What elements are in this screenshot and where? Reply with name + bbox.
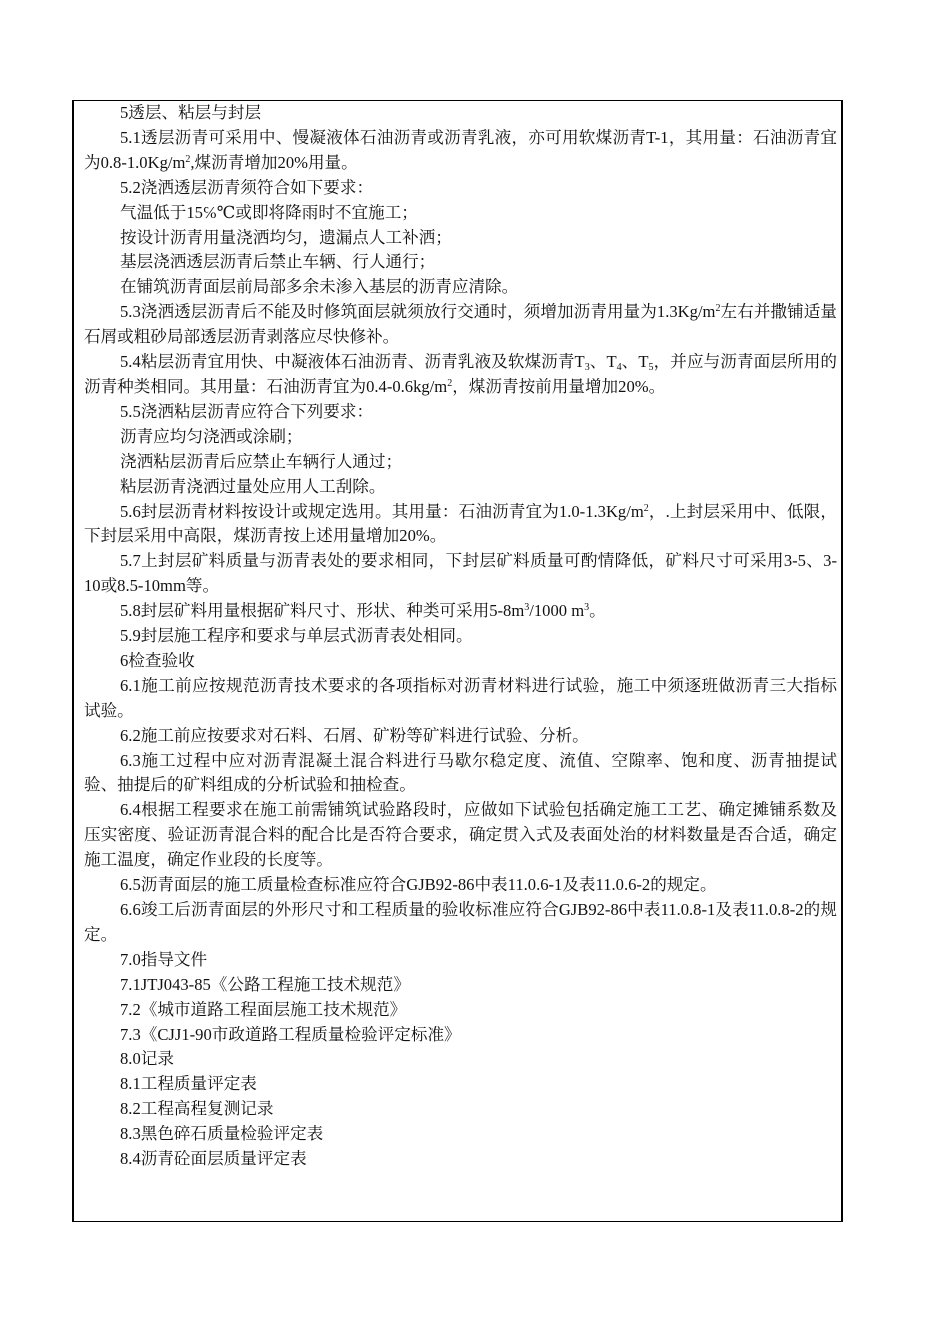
reference-item: 7.3《CJJ1-90市政道路工程质量检验评定标准》	[120, 1024, 461, 1044]
paragraph-5-4: 5.4粘层沥青宜用快、中凝液体石油沥青、沥青乳液及软煤沥青$T_3$、$T_4$、$T_5$，并应与沥青面层所用的沥青种类相同。其用量：石油沥青宜为$0.4-0.6kg/m^2$，煤沥青按前用量增加20%。	[84, 352, 837, 396]
section-8-heading: 8.0记录	[120, 1049, 174, 1069]
paragraph-5-3: 5.3浇洒透层沥青后不能及时修筑面层就须放行交通时，须增加沥青用量为$1.3Kg/m^2$左右并撒铺适量石屑或粗砂局部透层沥青剥落应尽快修补。	[84, 302, 838, 347]
paragraph-5-2: 5.2浇洒透层沥青须符合如下要求：	[120, 177, 374, 197]
paragraph-6-3: 6.3施工过程中应对沥青混凝土混合料进行马歇尔稳定度、流值、空隙率、饱和度、沥青抽提试验、抽提后的矿料组成的分析试验和抽检查。	[84, 750, 837, 795]
reference-item: 7.1JTJ043-85《公路工程施工技术规范》	[120, 974, 410, 994]
paragraph-6-2: 6.2施工前应按要求对石料、石屑、矿粉等矿料进行试验、分析。	[120, 725, 589, 745]
paragraph-5-9: 5.9封层施工程序和要求与单层式沥青表处相同。	[120, 626, 473, 646]
paragraph-6-6: 6.6竣工后沥青面层的外形尺寸和工程质量的验收标准应符合GJB92-86中表11.0.8-1及表11.0.8-2的规定。	[84, 900, 837, 944]
section-6-heading: 6检查验收	[120, 650, 195, 670]
section-7-heading: 7.0指导文件	[120, 949, 208, 969]
paragraph-5-8: 5.8封层矿料用量根据矿料尺寸、形状、种类可采用$5-8m^3/1000$ $m^3$。	[120, 601, 606, 621]
section-5-heading: 5透层、粘层与封层	[120, 103, 262, 122]
paragraph-6-4: 6.4根据工程要求在施工前需铺筑试验路段时，应做如下试验包括确定施工工艺、确定摊铺系数及压实密度、验证沥青混合料的配合比是否符合要求，确定贯入式及表面处治的材料数量是否合适，确定施工温度，确定作业段的长度等。	[84, 800, 837, 870]
list-item: 沥青应均匀浇洒或涂刷；	[120, 426, 303, 446]
list-item: 按设计沥青用量浇洒均匀，遗漏点人工补洒；	[120, 227, 452, 247]
paragraph-5-6: 5.6封层沥青材料按设计或规定选用。其用量：石油沥青宜为$1.0-1.3Kg/m^2$，.上封层采用中、低限，下封层采用中高限，煤沥青按上述用量增加20%。	[84, 501, 837, 546]
list-item: 基层浇洒透层沥青后禁止车辆、行人通行；	[120, 252, 436, 272]
list-item: 在铺筑沥青面层前局部多余未渗入基层的沥青应清除。	[120, 277, 519, 297]
list-item: 浇洒粘层沥青后应禁止车辆行人通过；	[120, 451, 403, 471]
reference-item: 7.2《城市道路工程面层施工技术规范》	[120, 999, 407, 1019]
paragraph-5-1: 5.1透层沥青可采用中、慢凝液体石油沥青或沥青乳液，亦可用软煤沥青T-1，其用量：石油沥青宜为$0.8-1.0Kg/m^2$,煤沥青增加20%用量。	[84, 127, 837, 172]
record-item: 8.4沥青砼面层质量评定表	[120, 1149, 307, 1169]
record-item: 8.1工程质量评定表	[120, 1074, 257, 1094]
list-item: 粘层沥青浇洒过量处应用人工刮除。	[120, 476, 386, 496]
document-frame	[72, 100, 843, 1222]
paragraph-5-5: 5.5浇洒粘层沥青应符合下列要求：	[120, 401, 374, 421]
paragraph-5-7: 5.7上封层矿料质量与沥青表处的要求相同，下封层矿料质量可酌情降低，矿料尺寸可采用3-5、3-10或8.5-10mm等。	[84, 551, 837, 596]
record-item: 8.2工程高程复测记录	[120, 1099, 274, 1119]
paragraph-6-1: 6.1施工前应按规范沥青技术要求的各项指标对沥青材料进行试验，施工中须逐班做沥青三大指标试验。	[84, 675, 837, 720]
record-item: 8.3黑色碎石质量检验评定表	[120, 1124, 324, 1144]
document-body	[84, 101, 837, 1172]
list-item: 气温低于15℅℃或即将降雨时不宜施工；	[120, 202, 418, 222]
paragraph-6-5: 6.5沥青面层的施工质量检查标准应符合GJB92-86中表11.0.6-1及表11.0.6-2的规定。	[120, 875, 717, 895]
